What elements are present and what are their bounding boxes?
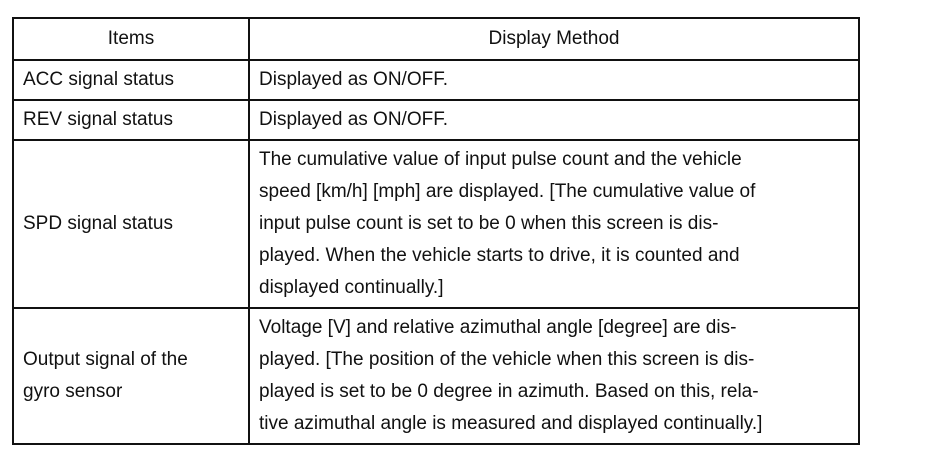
- signal-display-table: [12, 17, 860, 445]
- display-text: Voltage [V] and relative azimuthal angle [degree] are dis- played. [The position of the vehicle when this screen is dis- played is set to be 0 degree in azimuth. Based on this, rela- tive azimuthal angle is measured and displayed continually.]: [259, 317, 763, 434]
- row-item-rev: [13, 100, 249, 140]
- display-text: Displayed as ON/OFF.: [259, 109, 448, 130]
- item-label: SPD signal status: [23, 213, 173, 234]
- row-display-gyro: [249, 308, 859, 444]
- display-text: The cumulative value of input pulse count and the vehicle speed [km/h] [mph] are displayed. [The cumulative value of input pulse count is set to be 0 when this screen is dis- played. When the vehicle starts to drive, it is counted and displayed continually.]: [259, 149, 756, 298]
- row-display-acc: [249, 60, 859, 100]
- table-row: [13, 140, 859, 308]
- row-display-rev: [249, 100, 859, 140]
- item-label: Output signal of the gyro sensor: [23, 349, 188, 402]
- table-row: [13, 308, 859, 444]
- table-row: [13, 100, 859, 140]
- row-display-spd: [249, 140, 859, 308]
- row-item-spd: [13, 140, 249, 308]
- header-items: Items: [13, 18, 249, 60]
- row-item-gyro: [13, 308, 249, 444]
- header-display-method: Display Method: [249, 18, 859, 60]
- item-label: ACC signal status: [23, 69, 175, 90]
- table-row: [13, 60, 859, 100]
- display-text: Displayed as ON/OFF.: [259, 69, 448, 90]
- row-item-acc: [13, 60, 249, 100]
- item-label: REV signal status: [23, 109, 173, 130]
- table-header-row: [13, 18, 859, 60]
